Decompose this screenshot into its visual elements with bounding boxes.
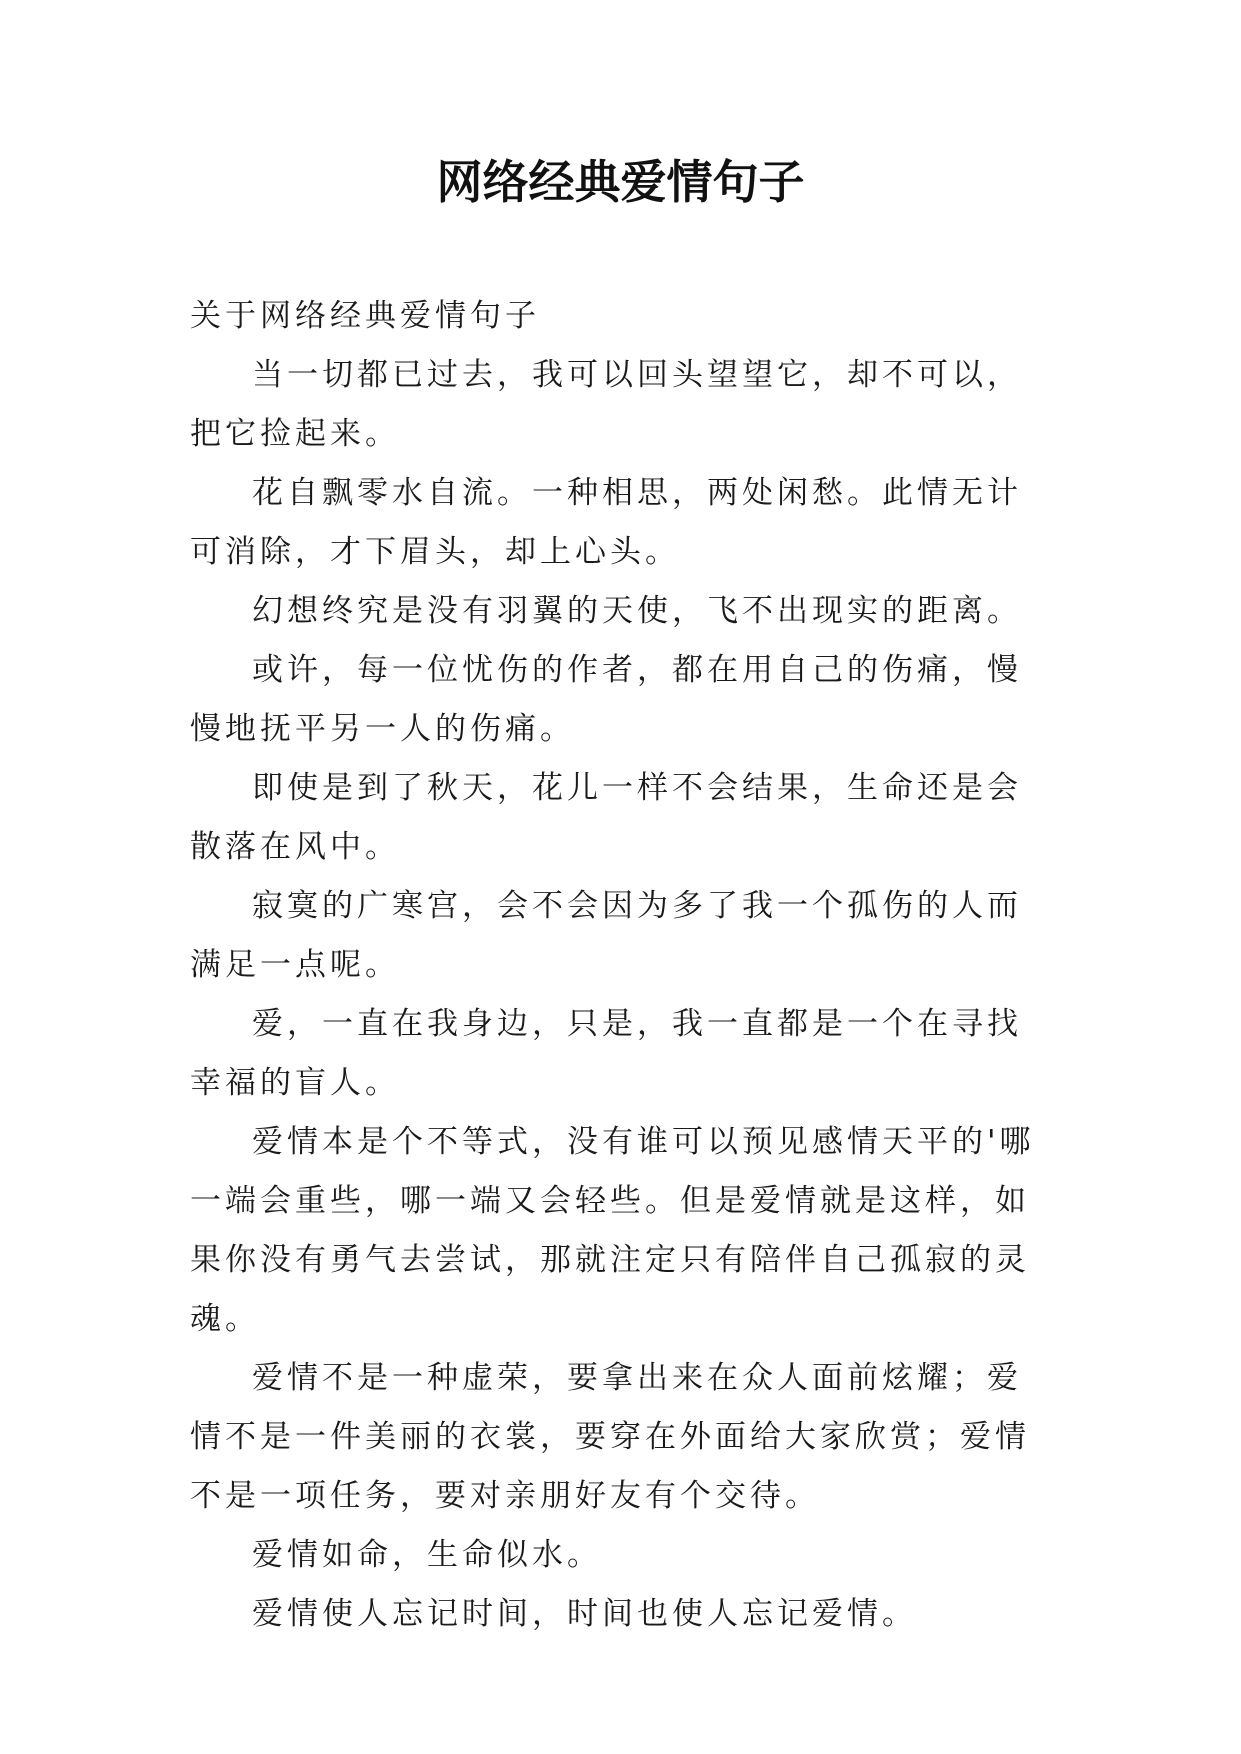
paragraph: 寂寞的广寒宫，会不会因为多了我一个孤伤的人而满足一点呢。 bbox=[190, 888, 1022, 983]
paragraph: 或许，每一位忧伤的作者，都在用自己的伤痛，慢慢地抚平另一人的伤痛。 bbox=[190, 652, 1022, 747]
paragraph: 爱情如命，生命似水。 bbox=[252, 1537, 602, 1573]
paragraph: 幻想终究是没有羽翼的天使，飞不出现实的距离。 bbox=[252, 593, 1022, 629]
paragraph: 爱情本是个不等式，没有谁可以预见感情天平的'哪一端会重些，哪一端又会轻些。但是爱情就是这样，如果你没有勇气去尝试，那就注定只有陪伴自己孤寂的灵魂。 bbox=[190, 1124, 1035, 1337]
document-title: 网络经典爱情句子 bbox=[436, 155, 805, 209]
intro-line: 关于网络经典爱情句子 bbox=[190, 298, 540, 334]
document-body bbox=[190, 287, 1052, 1644]
paragraph: 爱情使人忘记时间，时间也使人忘记爱情。 bbox=[252, 1596, 917, 1632]
paragraph: 即使是到了秋天，花儿一样不会结果，生命还是会散落在风中。 bbox=[190, 770, 1022, 865]
paragraph: 当一切都已过去，我可以回头望望它，却不可以，把它捡起来。 bbox=[190, 357, 1022, 452]
paragraph: 花自飘零水自流。一种相思，两处闲愁。此情无计可消除，才下眉头，却上心头。 bbox=[190, 475, 1022, 570]
paragraph: 爱情不是一种虚荣，要拿出来在众人面前炫耀；爱情不是一件美丽的衣裳，要穿在外面给大家欣赏；爱情不是一项任务，要对亲朋好友有个交待。 bbox=[190, 1360, 1030, 1514]
paragraph: 爱，一直在我身边，只是，我一直都是一个在寻找幸福的盲人。 bbox=[190, 1006, 1022, 1101]
